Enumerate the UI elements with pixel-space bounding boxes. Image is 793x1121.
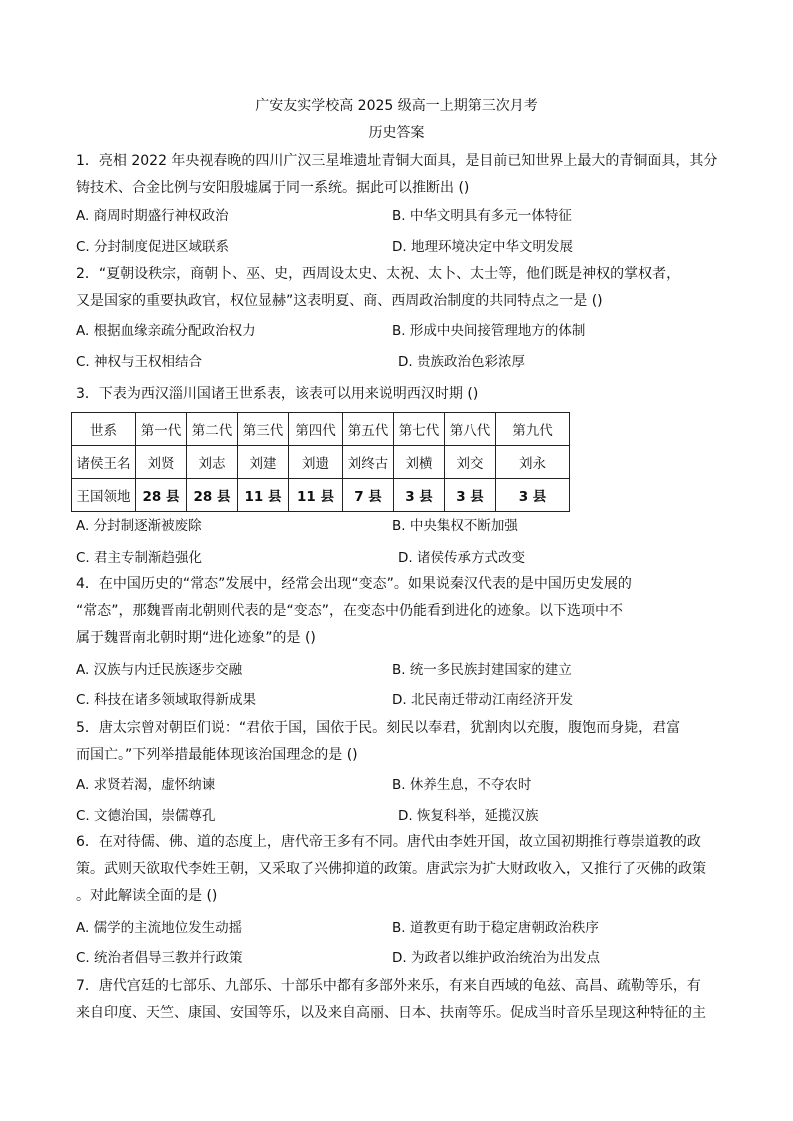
q5-stem-line2: 而国亡。”下列举措最能体现该治国理念的是 () <box>76 747 358 763</box>
table-cell: 第二代 <box>187 413 238 446</box>
q2-option-c: C. 神权与王权相结合 <box>76 354 203 370</box>
q1-option-d: D. 地理环境决定中华文明发展 <box>392 239 573 255</box>
table-cell: 刘遗 <box>289 446 343 479</box>
q2-stem-line2: 又是国家的重要执政官，权位显赫”这表明夏、商、西周政治制度的共同特点之一是 () <box>76 293 603 309</box>
table-cell: 诸侯王名 <box>72 446 136 479</box>
table-cell: 第三代 <box>238 413 289 446</box>
q4-stem-line3: 属于魏晋南北朝时期“进化迹象”的是 () <box>76 630 316 646</box>
q1-stem-line2: 铸技术、合金比例与安阳殷墟属于同一系统。据此可以推断出 () <box>76 180 470 196</box>
table-cell: 刘贤 <box>136 446 187 479</box>
q3-option-c: C. 君主专制渐趋强化 <box>76 550 203 566</box>
table-cell: 刘横 <box>394 446 445 479</box>
q6-option-b: B. 道教更有助于稳定唐朝政治秩序 <box>392 920 599 936</box>
q4-stem-line2: “常态”，那魏晋南北朝则代表的是“变态”，在变态中仍能看到进化的迹象。以下选项中不 <box>76 603 624 619</box>
q2-option-b: B. 形成中央间接管理地方的体制 <box>392 323 586 339</box>
table-cell: 王国领地 <box>72 479 136 512</box>
q6-stem-line1: 6．在对待儒、佛、道的态度上，唐代帝王多有不同。唐代由李姓开国，故立国初期推行尊崇道教的政 <box>76 834 701 850</box>
table-cell: 刘终古 <box>343 446 394 479</box>
table-cell: 第一代 <box>136 413 187 446</box>
q3-stem-line1: 3．下表为西汉淄川国诸王世系表，该表可以用来说明西汉时期 () <box>76 386 479 402</box>
table-cell: 第五代 <box>343 413 394 446</box>
table-cell: 世系 <box>72 413 136 446</box>
q1-option-a: A. 商周时期盛行神权政治 <box>76 208 229 224</box>
q7-stem-line2: 来自印度、天竺、康国、安国等乐，以及来自高丽、日本、扶南等乐。促成当时音乐呈现这种特征的主 <box>76 1005 706 1021</box>
q6-stem-line3: 。对此解读全面的是 () <box>76 888 218 904</box>
q3-option-a: A. 分封制逐渐被废除 <box>76 518 202 534</box>
table-cell: 第七代 <box>394 413 445 446</box>
table-cell: 11 县 <box>238 479 289 512</box>
table-cell: 第九代 <box>496 413 570 446</box>
q4-option-a: A. 汉族与内迁民族逐步交融 <box>76 662 243 678</box>
table-row-king-name <box>72 446 570 479</box>
q4-option-c: C. 科技在诸多领域取得新成果 <box>76 692 257 708</box>
exam-title: 广安友实学校高 2025 级高一上期第三次月考 <box>255 98 538 114</box>
table-cell: 7 县 <box>343 479 394 512</box>
q5-option-d: D. 恢复科举，延揽汉族 <box>398 808 539 824</box>
q1-stem-line1: 1．亮相 2022 年央视春晚的四川广汉三星堆遗址青铜大面具，是目前已知世界上最大的青铜面具，其分 <box>76 153 718 169</box>
table-cell: 11 县 <box>289 479 343 512</box>
table-cell: 第四代 <box>289 413 343 446</box>
q5-option-b: B. 休养生息，不夺农时 <box>392 777 532 793</box>
q4-option-b: B. 统一多民族封建国家的建立 <box>392 662 572 678</box>
table-cell: 第八代 <box>445 413 496 446</box>
q2-option-d: D. 贵族政治色彩浓厚 <box>398 354 525 370</box>
q5-option-c: C. 文德治国，崇儒尊孔 <box>76 808 216 824</box>
q5-option-a: A. 求贤若渴，虚怀纳谏 <box>76 777 216 793</box>
q6-stem-line2: 策。武则天欲取代李姓王朝，又采取了兴佛抑道的政策。唐武宗为扩大财政收入，又推行了灭佛的政策 <box>76 861 706 877</box>
q3-option-b: B. 中央集权不断加强 <box>392 518 518 534</box>
table-cell: 刘建 <box>238 446 289 479</box>
q1-option-b: B. 中华文明具有多元一体特征 <box>392 208 572 224</box>
q2-stem-line1: 2．“夏朝设秩宗，商朝卜、巫、史，西周设太史、太祝、太卜、太士等，他们既是神权的掌权者， <box>76 266 681 282</box>
table-cell: 刘交 <box>445 446 496 479</box>
q6-option-d: D. 为政者以维护政治统治为出发点 <box>392 950 600 966</box>
q6-option-a: A. 儒学的主流地位发生动摇 <box>76 920 243 936</box>
q4-option-d: D. 北民南迁带动江南经济开发 <box>392 692 573 708</box>
table-row-generation <box>72 413 570 446</box>
table-cell: 刘志 <box>187 446 238 479</box>
table-cell: 3 县 <box>394 479 445 512</box>
table-row-territory <box>72 479 570 512</box>
table-cell: 28 县 <box>136 479 187 512</box>
q7-stem-line1: 7．唐代宫廷的七部乐、九部乐、十部乐中都有多部外来乐，有来自西域的龟兹、高昌、疏勒等乐，有 <box>76 978 701 994</box>
table-cell: 28 县 <box>187 479 238 512</box>
table-cell: 3 县 <box>445 479 496 512</box>
table-cell: 刘永 <box>496 446 570 479</box>
exam-subtitle: 历史答案 <box>368 125 425 141</box>
lineage-table <box>71 412 570 512</box>
q6-option-c: C. 统治者倡导三教并行政策 <box>76 950 243 966</box>
q5-stem-line1: 5．唐太宗曾对朝臣们说：“君依于国，国依于民。刻民以奉君，犹割肉以充腹，腹饱而身毙，君富 <box>76 720 681 736</box>
q3-option-d: D. 诸侯传承方式改变 <box>398 550 525 566</box>
q4-stem-line1: 4．在中国历史的“常态”发展中，经常会出现“变态”。如果说秦汉代表的是中国历史发展的 <box>76 576 632 592</box>
table-cell: 3 县 <box>496 479 570 512</box>
q2-option-a: A. 根据血缘亲疏分配政治权力 <box>76 323 256 339</box>
q1-option-c: C. 分封制度促进区域联系 <box>76 239 230 255</box>
